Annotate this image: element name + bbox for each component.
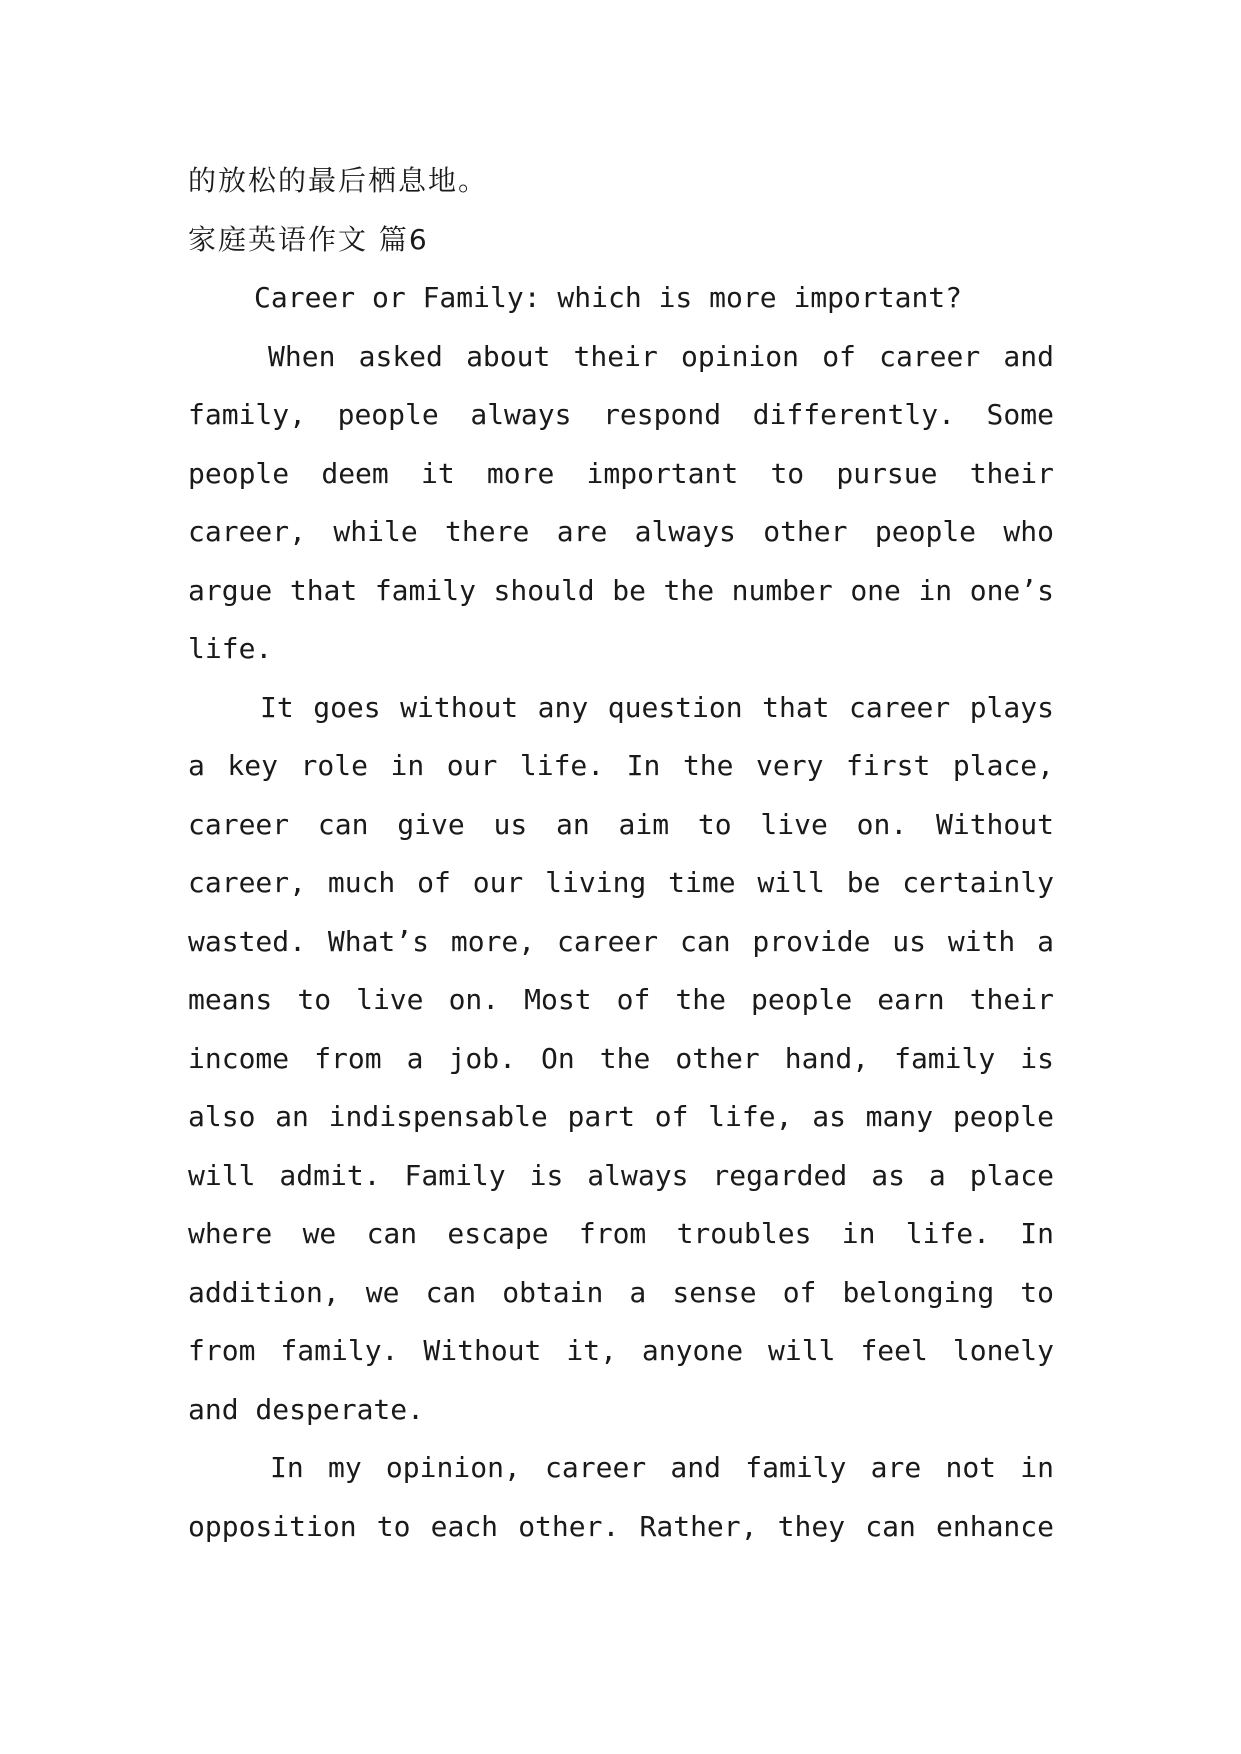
paragraph-line: where we can escape from troubles in life. In	[188, 1217, 1054, 1250]
paragraph-line: a key role in our life. In the very first place,	[188, 749, 1054, 782]
paragraph-line: career, much of our living time will be certainly	[188, 866, 1054, 899]
paragraph-3	[188, 1439, 1054, 1556]
paragraph-line: from family. Without it, anyone will feel lonely	[188, 1334, 1054, 1367]
paragraph-line: In my opinion, career and family are not in	[270, 1451, 1054, 1484]
paragraph-line: argue that family should be the number one in one’s	[188, 573, 1054, 607]
paragraph-2	[188, 679, 1054, 1440]
paragraph-line: family, people always respond differently. Some	[188, 398, 1054, 431]
paragraph-line: will admit. Family is always regarded as a place	[188, 1158, 1054, 1192]
paragraph-line: It goes without any question that career plays	[260, 690, 1054, 724]
paragraph-line: career can give us an aim to live on. Without	[188, 807, 1054, 841]
section-heading: 家庭英语作文 篇6	[188, 222, 429, 256]
paragraph-line: people deem it more important to pursue their	[188, 456, 1054, 490]
paragraph-line: opposition to each other. Rather, they can enhance	[188, 1509, 1054, 1543]
paragraph-line: When asked about their opinion of career and	[268, 339, 1054, 373]
document-body	[188, 152, 1054, 1556]
paragraph-line: means to live on. Most of the people earn their	[188, 983, 1054, 1016]
paragraph-line: also an indispensable part of life, as many people	[188, 1100, 1054, 1133]
paragraph-line: income from a job. On the other hand, family is	[188, 1041, 1054, 1075]
paragraph-line: life.	[188, 632, 273, 665]
paragraph-line: and desperate.	[188, 1392, 425, 1426]
essay-title: Career or Family: which is more important?	[254, 281, 963, 314]
fragment-line: 的放松的最后栖息地。	[188, 164, 489, 197]
paragraph-line: addition, we can obtain a sense of belonging to	[188, 1275, 1054, 1309]
paragraph-line: career, while there are always other people who	[188, 515, 1054, 548]
paragraph-1	[188, 328, 1054, 679]
paragraph-line: wasted. What’s more, career can provide us with a	[188, 924, 1054, 958]
